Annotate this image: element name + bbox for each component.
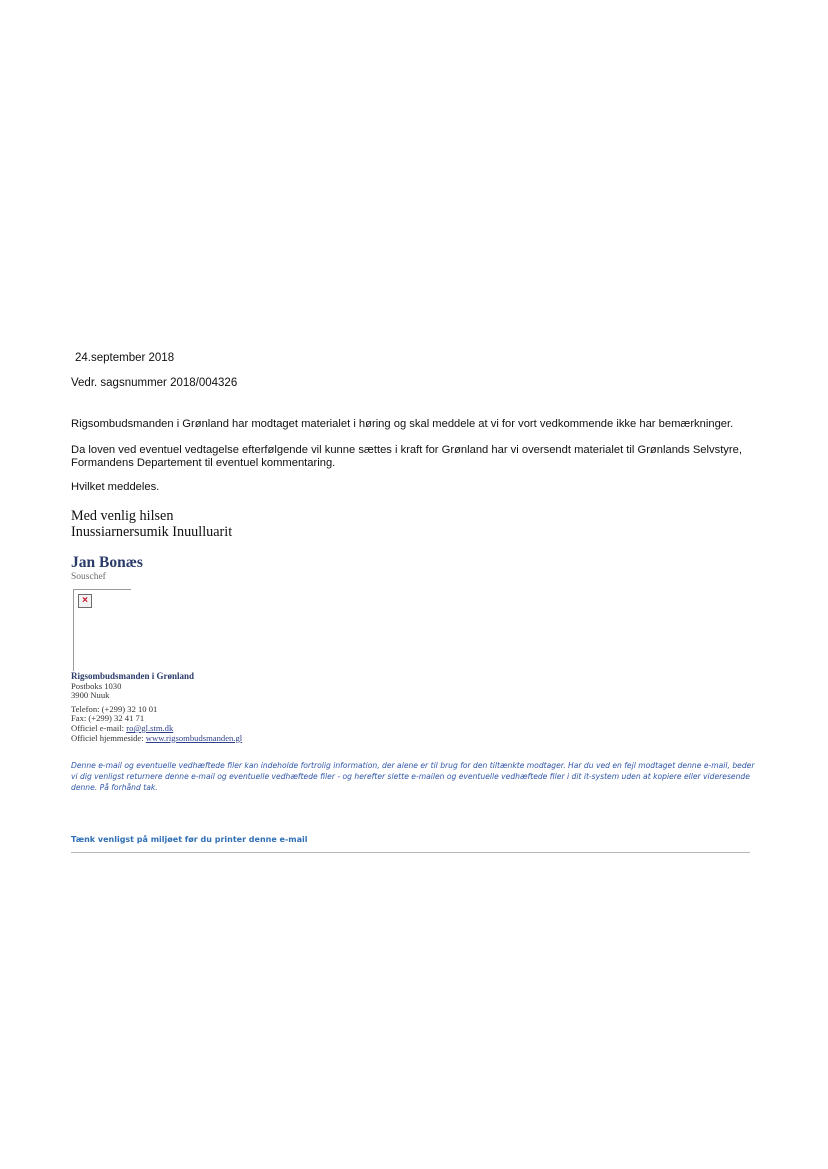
signature-address-block [71, 672, 242, 743]
website-row [71, 734, 242, 744]
paragraph-announcement: Hvilket meddeles. [71, 481, 160, 493]
closing-greenlandic: Inussiarnersumik Inuulluarit [71, 524, 233, 540]
fax-number: Fax: (+299) 32 41 71 [71, 713, 145, 724]
signature-title: Souschef [71, 572, 106, 582]
email-link[interactable]: ro@gl.stm.dk [126, 722, 174, 733]
paragraph-no-remarks: Rigsombudsmanden i Grønland har modtaget materialet i høring og skal meddele at vi for vort vedkommende ikke har bemærkninger. [71, 418, 734, 430]
signature-image-frame [73, 589, 131, 671]
email-label: Officiel e-mail: [71, 722, 127, 733]
broken-image-icon: × [78, 594, 92, 608]
environment-note: Tænk venligst på miljøet før du printer denne e-mail [71, 835, 308, 844]
closing-greeting [71, 508, 232, 540]
website-label: Officiel hjemmeside: [71, 732, 146, 743]
signature-name: Jan Bonæs [71, 554, 143, 571]
subject-line: Vedr. sagsnummer 2018/004326 [71, 377, 238, 389]
footer-divider [71, 852, 750, 853]
postbox: Postboks 1030 [71, 680, 122, 691]
letter-date: 24.september 2018 [75, 352, 175, 364]
website-link[interactable]: www.rigsombudsmanden.gl [145, 732, 243, 743]
closing-danish: Med venlig hilsen [71, 508, 174, 524]
postal-city: 3900 Nuuk [71, 690, 110, 701]
paragraph-forwarded: Da loven ved eventuel vedtagelse efterfølgende vil kunne sættes i kraft for Grønland har vi oversendt materialet til Grønlands Selvstyre, Formandens Departement til eventuel kommentaring. [71, 444, 742, 469]
organization-name: Rigsombudsmanden i Grønland [71, 671, 195, 681]
phone-number: Telefon: (+299) 32 10 01 [71, 703, 158, 714]
confidentiality-disclaimer: Denne e-mail og eventuelle vedhæftede filer kan indeholde fortrolig information, der alene er til brug for den tiltænkte modtager. Har du ved en fejl modtaget denne e-mail, beder vi dig venligst returnere denne e-mail og eventuelle vedhæftede filer - og herefter slette e-mailen og eventuelle vedhæftede filer i dit it-system uden at kopiere eller videresende denne. På forhånd tak. [71, 761, 755, 792]
